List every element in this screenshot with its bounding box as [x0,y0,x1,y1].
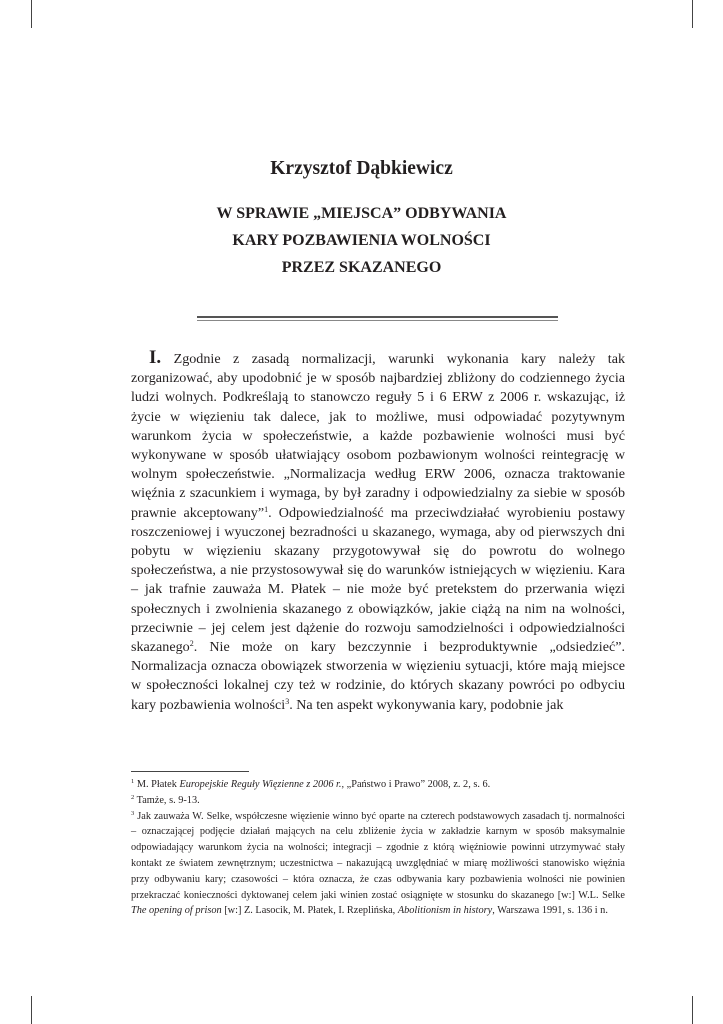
footnote-text: , Warszawa 1991, s. 136 i n. [492,905,608,917]
title-line: KARY POZBAWIENIA WOLNOŚCI [232,232,491,249]
body-segment: Zgodnie z zasadą normalizacji, warunki wykonania kary należy tak zorganizować, aby upodobnić je w sposób najbardziej zbliżony do codziennego życia ludzi wolnych. Podkreślają to stanowczo reguły 5 i 6 ERW z 2006 r. wskazując, iż życie w więzieniu tak dalece, jak to możliwe, musi odpowiadać pozytywnym warunkom życia w społeczeństwie, a każde pozbawienie wolności musi być wykonywane w sposób ułatwiający osobom pozbawionym wolności reintegrację w wolnym społeczeństwie. „Normalizacja według ERW 2006, oznacza traktowanie więźnia z szacunkiem i wymaga, by był zaradny i odpowiedzialny za siebie w sposób prawnie akceptowany” [131,351,625,521]
footnote-italic: Europejskie Reguły Więzienne z 2006 r., [179,779,345,790]
footnote-text: „Państwo i Prawo” 2008, z. 2, s. 6. [344,779,491,790]
footnote-italic: Abolitionism in history [397,905,493,917]
title-rule-thin [197,320,558,321]
footnote-ref: 3 [285,696,290,706]
footnote-text: Jak zauważa W. Selke, współczesne więzienie winno być oparte na czterech podstawowych zasadach tj. normalności – oznaczającej podjęcie działań mających na celu zbliżenie życia w zakładzie karnym w sposób maksymalnie odpowiadający warunkom życia na wolności; integracji – zgodnie z którą więźniowie powinni utrzymywać stały kontakt ze światem zewnętrznym; uczestnictwa – nakazującą uwzględniać w miarę możliwości stanowisko więźnia przy odbywaniu kary; czasowości – która oznacza, że czas odbywania kary pozbawienia wolności nie powinien przekraczać konieczności dyktowanej celem jaki winien zostać osiągnięte w stosunku do skazanego [w:] W.L. Selke [131,810,625,901]
crop-mark-top-left [31,0,32,28]
author-name: Krzysztof Dąbkiewicz [270,158,453,179]
footnote-3 [131,809,625,920]
footnote-number: 2 [131,793,135,801]
footnote-2 [131,793,625,809]
title-line: PRZEZ SKAZANEGO [281,259,442,276]
section-numeral: I. [149,347,162,368]
footnote-1 [131,777,625,793]
footnote-ref: 1 [264,504,269,514]
title-line: W SPRAWIE „MIEJSCA” ODBYWANIA [216,205,507,222]
footnote-text: M. Płatek [134,779,180,790]
footnotes [131,777,625,919]
footnote-text: [w:] Z. Lasocik, M. Płatek, I. Rzeplińska, [221,905,398,917]
body-segment: . Na ten aspekt wykonywania kary, podobnie jak [289,696,564,713]
footnote-separator [131,771,249,772]
footnote-number: 1 [131,778,135,785]
crop-mark-top-right [692,0,693,28]
crop-mark-bottom-left [31,996,32,1024]
crop-mark-bottom-right [692,996,693,1024]
article-title [0,200,723,281]
title-rule [197,316,558,318]
body-segment: . Nie może on kary bezczynnie i bezproduktywnie „odsiedzieć”. Normalizacja oznacza obowiązek stworzenia w więzieniu sytuacji, które mają miejsce w społeczności lokalnej czy też w rodzinie, do których skazany powróci po odbyciu kary pozbawienia wolności [131,639,625,713]
body-segment: . Odpowiedzialność ma przeciwdziałać wyrobieniu postawy roszczeniowej i wyuczonej bezradności u skazanego, wymaga, aby od pierwszych dni pobytu w więzieniu skazany przygotowywał się do powrotu do wolnego społeczeństwa, a nie przystosowywał się do warunków istniejących w więzieniu. Kara – jak trafnie zauważa M. Płatek – nie może być pretekstem do przerwania więzi społecznych i zwolnienia skazanego z obowiązków, jakie ciążą na nim na wolności, przeciwnie – jej celem jest dążenie do rozwoju samodzielności i odpowiedzialności skazanego [131,504,625,656]
footnote-italic: The opening of prison [131,905,222,917]
body-text [131,348,625,715]
footnote-ref: 2 [189,639,194,649]
footnote-text: Tamże, s. 9-13. [134,794,200,806]
footnote-number: 3 [131,809,135,817]
